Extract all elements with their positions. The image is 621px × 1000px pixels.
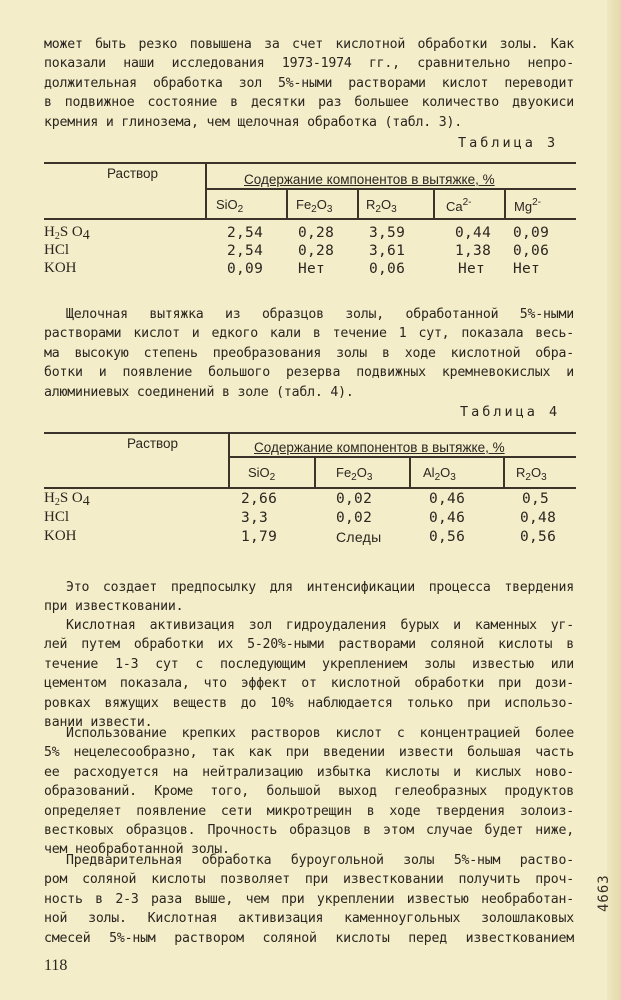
table-cell: 0,28 [298, 225, 335, 241]
table-cell: 0,46 [429, 491, 466, 507]
row-label-koh: KOH [44, 528, 77, 544]
table-cell: 0,02 [336, 510, 373, 526]
text-line: образований. Кроме того, большой выход гелеобразных продуктов [44, 784, 574, 800]
text-line: цементом показала, что эффект от кислотной обработки при дози- [44, 676, 574, 692]
table3-caption: Таблица 3 [458, 135, 559, 151]
table-rule [229, 456, 576, 458]
text-line: ма высокую степень преобразования золы в ходе кислотной обра- [44, 345, 574, 361]
table-divider [228, 433, 230, 487]
table-cell: 0,06 [369, 261, 406, 277]
table-cell: 0,06 [513, 243, 550, 259]
column-header-mg: $Mg^{2-}$ [514, 197, 541, 214]
table-cell: Нет [513, 261, 541, 277]
group-header: Содержание компонентов в вытяжке, % [244, 172, 495, 187]
table-rule [44, 218, 576, 220]
text-line: показали наши исследования 1973-1974 гг., сравнительно непро- [44, 56, 574, 72]
text-line: лей путем обработки их 5-20%-ными растворами соляной кислоты в [44, 637, 574, 653]
page-number: 118 [44, 957, 68, 974]
table-divider [433, 189, 435, 218]
row-header: Раствор [107, 166, 159, 181]
row-label-hcl: HCl [44, 509, 70, 525]
text-line: растворами кислот и едкого кали в течение 1 сут, показала весь- [44, 326, 574, 342]
column-header-r2o3: $R_2O_3$ [516, 465, 547, 483]
table-divider [314, 457, 316, 487]
text-line: определяет появление сети микротрещин в ходе твердения золоиз- [44, 803, 574, 819]
text-line: ной золы. Кислотная активизация каменноугольных золошлаковых [44, 911, 574, 927]
text-line: ботки и появление большого резерва подвижных кремневокислых и [44, 365, 574, 381]
table-divider [205, 163, 207, 218]
table-cell: 0,46 [429, 510, 466, 526]
text-line: Предварительная обработка буроугольной золы 5%-ным раство- [66, 853, 574, 868]
table-cell: 0,02 [336, 491, 373, 507]
table-divider [409, 457, 411, 487]
row-header: Раствор [127, 436, 179, 451]
table-rule [206, 188, 576, 190]
text-line: кремния и глинозема, чем щелочная обработка (табл. 3). [44, 114, 462, 130]
table-cell: Нет [298, 261, 326, 277]
paragraph-4 [44, 616, 574, 732]
text-line: вестковых образцов. Прочность образцов в этом случае будет ниже, [44, 823, 574, 839]
paragraph-3 [44, 578, 574, 617]
table-cell: 0,56 [429, 529, 466, 545]
paragraph-1 [44, 35, 574, 132]
table-cell: 0,56 [520, 529, 557, 545]
table-divider [357, 189, 359, 218]
paragraph-5 [44, 724, 574, 860]
column-header-fe2o3: $Fe_2O_3$ [296, 197, 333, 215]
table-divider [504, 189, 506, 218]
column-header-al2o3: $Al_2O_3$ [423, 465, 456, 483]
table-divider [286, 189, 288, 218]
text-line: должительная обработка зол 5%-ными растворами кислот переводит [44, 75, 574, 91]
text-line: смесей 5%-ным раствором соляной кислоты перед известкованием [44, 930, 574, 946]
table-cell: 2,54 [227, 243, 264, 259]
row-label-h2so4: $H_2S$ O4 [44, 224, 90, 243]
group-header: Содержание компонентов в вытяжке, % [254, 440, 505, 455]
column-header-fe2o3: $Fe_2O_3$ [336, 465, 373, 483]
table-cell: Нет [458, 261, 486, 277]
table-cell: 0,44 [455, 225, 492, 241]
paragraph-2 [44, 305, 574, 402]
text-line: Использование крепких растворов кислот с концентрацией более [66, 726, 574, 741]
text-line: при известковании. [44, 599, 184, 615]
text-line: может быть резко повышена за счет кислотной обработки золы. Как [44, 37, 574, 52]
table-cell: 1,79 [241, 529, 278, 545]
row-label-hcl: HCl [44, 242, 70, 258]
table-rule [44, 432, 576, 434]
table4-caption: Таблица 4 [460, 404, 561, 420]
table-cell: 0,09 [513, 225, 550, 241]
row-label-koh: KOH [44, 260, 77, 276]
table-cell: 3,61 [369, 243, 406, 259]
text-line: Это создает предпосылку для интенсификации процесса твердения [66, 580, 574, 595]
side-stamp: 4663 [596, 874, 612, 912]
paragraph-6 [44, 851, 574, 948]
text-line: ее расходуется на нейтрализацию избытка кислоты и кислых ново- [44, 764, 574, 780]
table-cell: 1,38 [455, 243, 492, 259]
text-line: алюминиевых соединений в золе (табл. 4). [44, 384, 354, 400]
table-cell: 0,5 [522, 491, 550, 507]
text-line: Кислотная активизация зол гидроудаления бурых и каменных уг- [66, 618, 574, 633]
row-label-h2so4: $H_2S$ O4 [44, 490, 90, 509]
text-line: ровках вяжущих веществ до 10% наблюдается только при использо- [44, 695, 574, 711]
table-cell: 0,09 [227, 261, 264, 277]
text-line: течение 1-3 сут с последующим укреплением золы известью или [44, 656, 574, 672]
text-line: вании извести. [44, 715, 153, 731]
column-header-r2o3: $R_2O_3$ [366, 197, 397, 215]
table-cell: 0,28 [298, 243, 335, 259]
table-cell: 3,3 [241, 510, 269, 526]
table-rule [44, 487, 576, 489]
text-line: ром соляной кислоты позволяет при известковании получить проч- [44, 872, 574, 888]
table-divider [503, 457, 505, 487]
page-edge [607, 0, 621, 1000]
column-header-ca: $Ca^{2-}$ [446, 197, 472, 214]
table-cell: Следы [336, 529, 382, 545]
table-cell: 2,54 [227, 225, 264, 241]
table-cell: 3,59 [369, 225, 406, 241]
text-line: в подвижное состояние в десятки раз большее количество двуокиси [44, 95, 574, 111]
text-line: 5% нецелесообразно, так как при введении извести большая часть [44, 745, 574, 761]
table-rule [44, 162, 576, 164]
column-header-sio2: SiO$_2$ [248, 465, 276, 483]
text-line: чем необработанной золы. [44, 842, 230, 858]
table-cell: 2,66 [241, 491, 278, 507]
text-line: ность в 2-3 раза выше, чем при укреплении известью необработан- [44, 891, 574, 907]
column-header-sio2: SiO$_2$ [216, 197, 244, 215]
table-cell: 0,48 [520, 510, 557, 526]
text-line: Щелочная вытяжка из образцов золы, обработанной 5%-ными [66, 307, 574, 322]
